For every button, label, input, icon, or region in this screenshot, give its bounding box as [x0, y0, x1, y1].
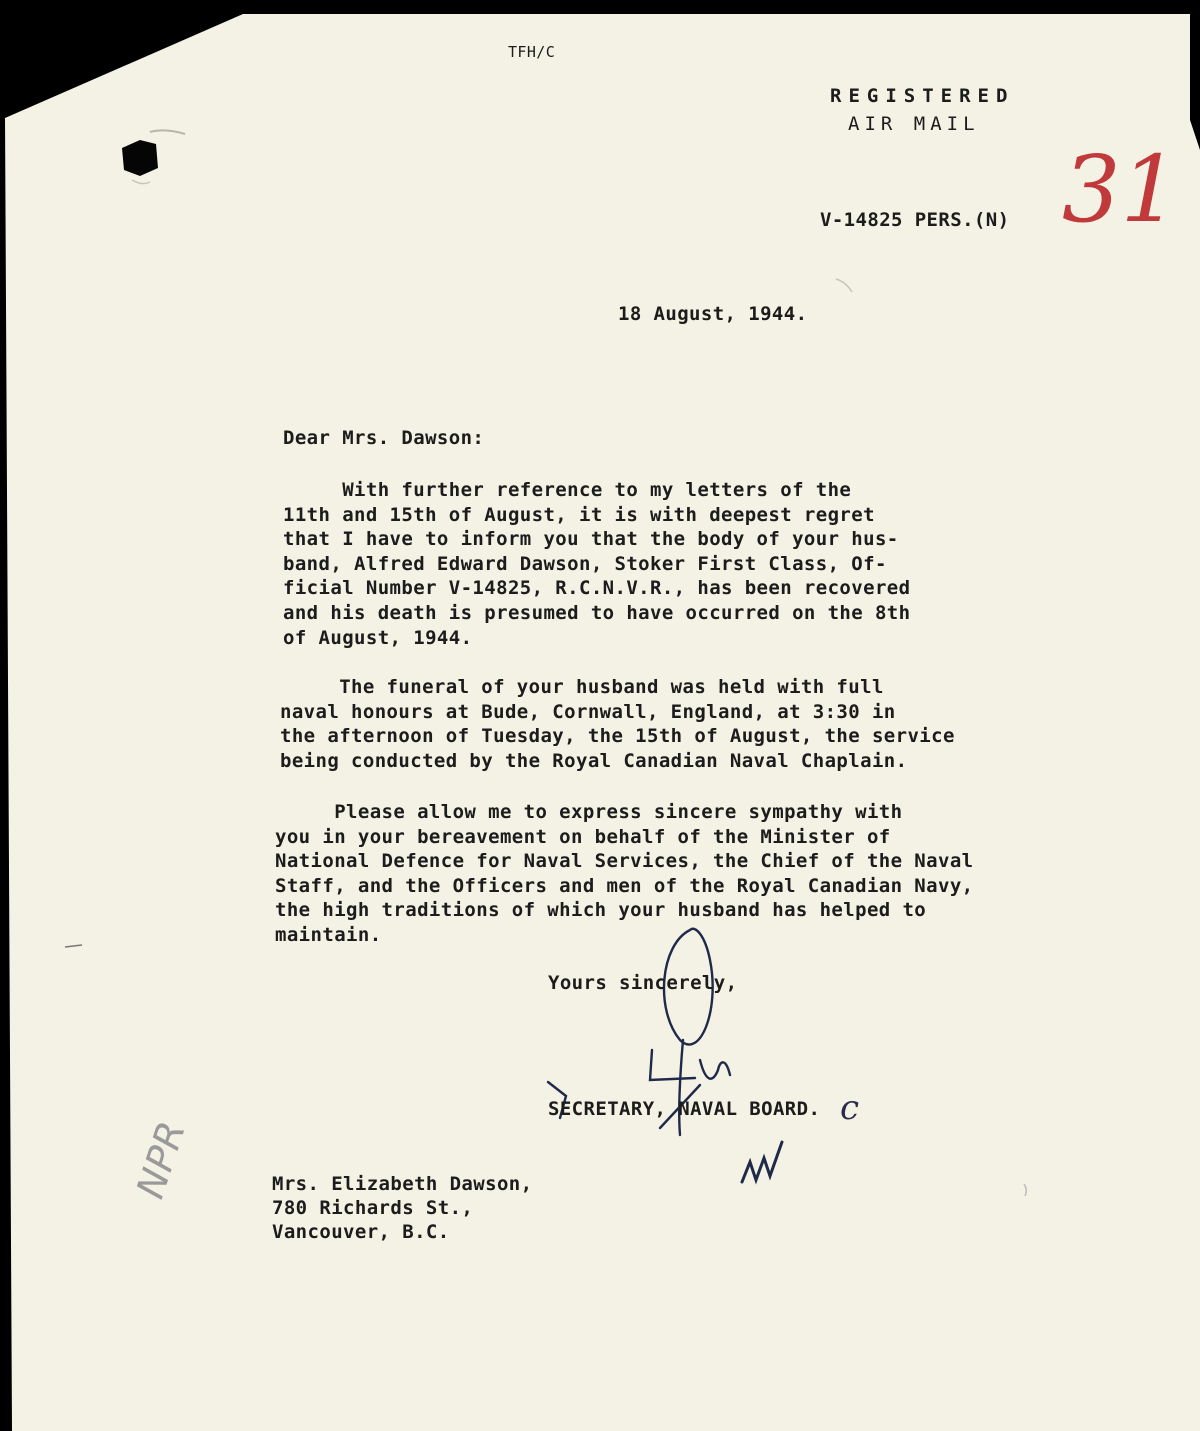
- paragraph-1: With further reference to my letters of the 11th and 15th of August, it is with deepest regret that I have to inform you that the body of your hus- band, Alfred Edward Dawson, Stoker First Class, Of- ficial Number V-14825, R.C.N.V.R., has been recovered and his death is presumed to have occurred on the 8th of August, 1944.: [283, 479, 911, 649]
- air-mail-stamp: AIR MAIL: [848, 113, 980, 135]
- signatory-title: SECRETARY, NAVAL BOARD.: [548, 1098, 821, 1120]
- paragraph-2: The funeral of your husband was held with full naval honours at Bude, Cornwall, England, at 3:30 in the afternoon of Tuesday, the 15th of August, the service being conducted by the Royal Canadian Naval Chaplain.: [280, 676, 955, 772]
- folio-number: 31: [1062, 136, 1180, 243]
- closing: Yours sincerely,: [548, 972, 738, 994]
- file-number: V-14825 PERS.(N): [820, 209, 1010, 231]
- registered-stamp: REGISTERED: [830, 85, 1015, 107]
- addressee-name: Mrs. Elizabeth Dawson,: [272, 1173, 533, 1195]
- paragraph-3: Please allow me to express sincere sympathy with you in your bereavement on behalf of the Minister of National Defence for Naval Services, the Chief of the Naval Staff, and the Officers and men of the Royal Canadian Navy, the high traditions of which your husband has helped to maintain.: [275, 801, 974, 946]
- addressee-city: Vancouver, B.C.: [272, 1221, 450, 1243]
- pencil-annotation: NPR: [128, 1116, 194, 1204]
- initial-c-annotation: c: [840, 1088, 860, 1128]
- salutation: Dear Mrs. Dawson:: [283, 427, 485, 449]
- addressee-street: 780 Richards St.,: [272, 1197, 474, 1219]
- letter-date: 18 August, 1944.: [618, 303, 808, 325]
- reference-initials: TFH/C: [508, 43, 556, 61]
